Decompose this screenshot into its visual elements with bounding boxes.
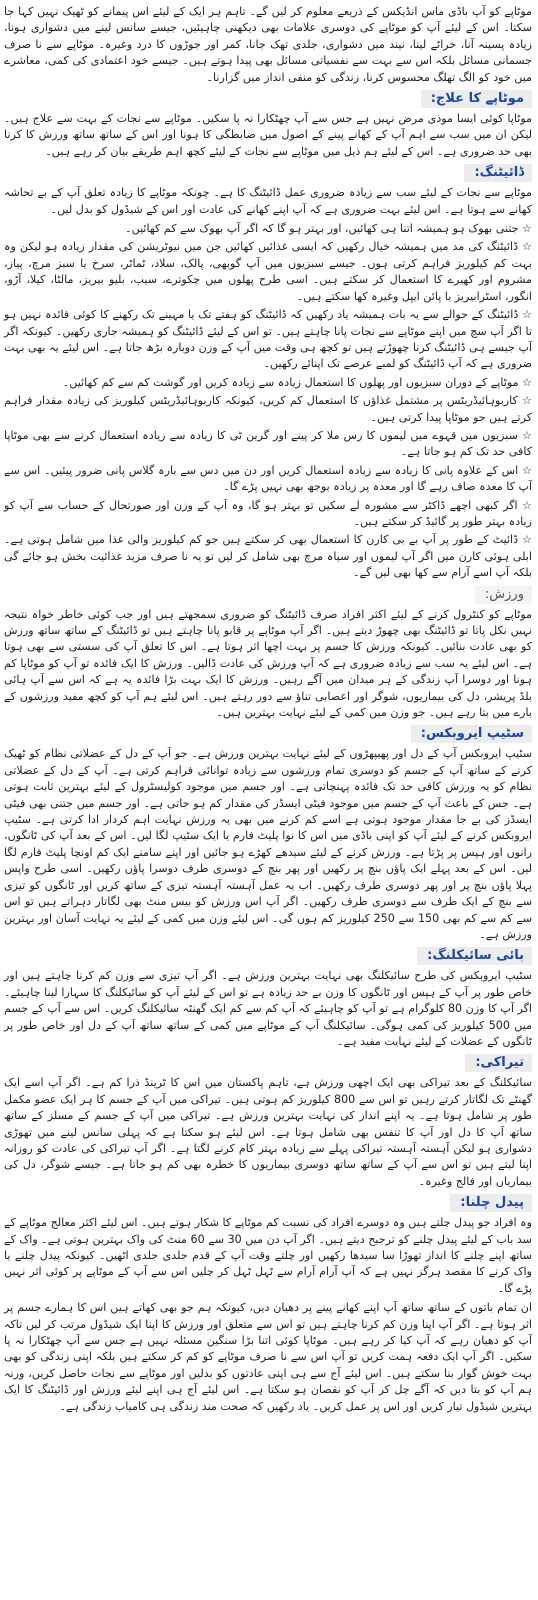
exercise-heading [4, 586, 532, 604]
cycling-heading [4, 947, 532, 965]
closing-paragraph: ان تمام باتوں کے ساتھ ساتھ آپ اپنے کھانے پینے پر دھیان دیں، کیونکہ ہم جو بھی کھاتے ہیں اس کا ہمارے جسم پر اثر ہوتا ہے۔ اگر آپ اپنا وزن کم کرنا چاہتے ہیں تو اس سے متعلق اور ورزش کا اپنا ایک شیڈول مرتب کر لیں تاکہ آپ کو دھیان رہے کہ آپ کیا کر رہے ہیں۔ موٹاپا کوئی اتنا بڑا سنگین مسئلہ نہیں ہے جس سے آپ چھٹکارا نہ پا سکیں۔ اگر آپ ایک دفعہ ہمت کریں تو آپ اس سے نا صرف موٹاپے کو کم کر سکتے ہیں بلکہ اپنی زندگی کو بھی بہت خوش گوار بنا سکتے ہیں۔ اس لیئے آج سے ہی اپنی عادتوں کو بدلیں اور موٹاپے سے نجات حاصل کریں، ورنہ ہم آپ کو بتا دیں کہ آگے چل کر آپ کو نقصان ہو سکتا ہے۔ اس لیئے آج ہی اپنے لیئے ورزش اور ڈائیٹنگ کا ایک بہترین شیڈول تیار کریں اور اس پر عمل کریں۔ یاد رکھیں کہ صحت مند زندگی ہی کامیاب زندگی ہے۔ [4, 1301, 532, 1413]
walking-heading-text: پیدل چلنا: [450, 1194, 532, 1212]
step-aerobics-paragraph: سٹیپ ایروبکس آپ کے دل اور پھیپھڑوں کے لیئے نہایت بہترین ورزش ہے۔ جو آپ کے دل کے عضلاتی نظام کو ٹھیک کرنے کے ساتھ آپ کے جسم کو دوسری تمام ورزشوں سے زیادہ توانائی فراہم کرتی ہے۔ آپ کے دل کے عضلاتی نظام کو یہ ورزش کافی حد تک فائدہ پہنچاتی ہے۔ اور جسم میں موجود کولیسٹرول کے لیئے بہترین ثابت ہوتی ہے۔ جس کے باعث آپ کے جسم میں موجود فیٹی ایسڈز کی مقدار کم ہو جاتی ہے۔ اور جسم میں جتنی بھی فیٹی ایسڈز کی بے جا مقدار موجود ہوتی ہے اسے کم کرنے میں بھی یہ ورزش نہایت اہم کردار ادا کرتی ہے۔ سٹیپ ایروبکس کرنے کے لیئے آپ کو اپنی باڈی میں اس کا نوا پلیٹ فارم یا ایک سٹیپ لگا لیں۔ اس کے بعد آپ کی ٹانگوں، رانوں اور ہپس پر پڑتا ہے۔ ورزش کرنے کے لیئے سیدھے کھڑے ہو جائیں اور اپنے سامنے ایک کم اونچا پلیٹ فارم لگا لیں۔ اس کے بعد پہلے ایک پاؤں بنچ پر رکھیں اور پھر بنچ کے دوسری طرف دوسرا پاؤں رکھیں۔ اسی طرح واپس پہلا پاؤں بنچ پر اور پھر دوسری طرف رکھیں۔ اب یہ عمل آہستہ آہستہ تیزی کے ساتھ کریں اور ٹانگوں کو تیزی سے بنچ کے ایک طرف سے دوسری طرف رکھیں۔ اگر آپ اس ورزش کو بیس منٹ بھی لگاتار دہراتے ہیں تو اس سے کم سے کم بھی 150 سے 250 کیلوریز کم ہوں گی۔ اس لیئے وزن میں کمی کے لیئے یہ نہایت آسان اور بہترین ورزش ہے۔ [4, 747, 532, 941]
swimming-heading-text: تیراکی: [465, 1054, 532, 1072]
dieting-heading [4, 164, 532, 182]
walking-paragraph: وہ افراد جو پیدل چلتے ہیں وہ دوسرے افراد کی نسبت کم موٹاپے کا شکار ہوتے ہیں۔ اس لیئے اکثر معالج موٹاپے کے سد باب کے لیئے پیدل چلنے کو ترجیح دیتے ہیں۔ اگر آپ دن میں 30 سے 60 منٹ کی واک بہترین ہوتی ہے۔ واک کے ساتھ اپنے چلنے کا انداز تھوڑا سا سیدھا رکھیں اور چلتے وقت آپ کے قدم جلدی جلدی اٹھیں۔ کیونکہ پیدل چلنے یا واک کرنے کا مقصد ہرگز نہیں ہے کہ آپ آرام آرام سے ٹہل ٹہل کر چلیں اس سے آپ کے موٹاپے پر کوئی اثر نہیں پڑے گا۔ [4, 1216, 532, 1295]
dieting-bullet: ☆ سبزیوں میں قہوے میں لیموں کا رس ملا کر پینے اور گرین ٹی کا زیادہ سے زیادہ استعمال کرنے سے بھی موٹاپا کافی حد تک کم ہو جاتا ہے۔ [4, 428, 532, 459]
treatment-paragraph: موٹاپا کوئی ایسا موذی مرض نہیں ہے جس سے آپ چھٹکارا نہ پا سکیں۔ موٹاپے سے نجات کے بہت سے علاج ہیں۔ لیکن ان میں سب سے اہم آپ کے کھانے پینے کے اصول میں ضابطگی کا ہونا اور اس کے ساتھ ساتھ ورزش کا کرنا بھی حد ضروری ہے۔ اس کے لیئے ہم ذیل میں موٹاپے سے نجات کے لیئے کچھ اہم طریقے بیان کر رہے ہیں۔ [4, 112, 532, 158]
dieting-bullet: ☆ جتنی بھوک ہو ہمیشہ اتنا ہی کھائیں، اور بہتر ہو گا کہ اگر آپ بھوک سے کم کھائیں۔ [125, 222, 532, 236]
treatment-heading-text: موٹاپے کا علاج: [421, 90, 532, 108]
dieting-paragraph: موٹاپے سے نجات کے لیئے سب سے زیادہ ضروری عمل ڈائیٹنگ کا ہے۔ چونکہ موٹاپے کا زیادہ تعلق آپ کے بے تحاشہ کھانے سے ہوتا ہے۔ اس لیئے بہت ضروری ہے کہ آپ اپنے کھانے کی عادت اور اس کے شیڈول کو بدل لیں۔ [4, 186, 532, 216]
step-aerobics-heading [4, 725, 532, 743]
swimming-paragraph: سائیکلنگ کے بعد تیراکی بھی ایک اچھی ورزش ہے، تاہم پاکستان میں اس کا ٹرینڈ ذرا کم ہے۔ اگر آپ اسے ایک گھنٹے تک لگاتار کرتے رہیں تو اس سے 800 کیلوریز کم ہوتی ہیں۔ تیراکی میں آپ کے جسم کا ہر ایک عضو مکمل طور پر شامل ہوتا ہے۔ یہ اپنے انداز کی نہایت بہترین ورزش ہے۔ تیراکی میں آپ کے جسم کے مسلز کے ساتھ ساتھ آپ کا دل اور آپ کا تنفس بھی شامل ہوتا ہے۔ اس لیئے ہو سکتا ہے کہ پہلی سانس لینے میں تھوڑی دشواری ہو لیکن آہستہ آہستہ تیراکی پہلے سے زیادہ بہتر کام کرنے لگتا ہے۔ اگر آپ تیراکی کی عادت کو روزانہ اپنا لیتے ہیں تو اس سے آپ کے ساتھ ساتھ دوسری بیماریوں کا خطرہ بھی کم ہو جاتا ہے۔ جیسے شوگر، دل کی بیماریاں اور فالج وغیرہ۔ [4, 1076, 532, 1188]
exercise-paragraph: موٹاپے کو کنٹرول کرنے کے لیئے اکثر افراد صرف ڈائیٹنگ کو ضروری سمجھتے ہیں اور جب کوئی خاطر خواہ نتیجہ نہیں نکل پاتا تو ڈائیٹنگ بھی چھوڑ دیتے ہیں۔ اگر آپ موٹاپے پر قابو پانا چاہتے ہیں تو ڈائیٹنگ کے ساتھ ساتھ ورزش کو بھی عادت بنائیں۔ کیونکہ ورزش کا جسم پر بہت اچھا اثر ہوتا ہے۔ اس کا تعلق آپ کی سستی سے بھی ہوتا ہے۔ اس لیئے یہ سب سے زیادہ ضروری ہے کہ آپ ورزش کی عادت ڈالیں۔ ورزش کا ایک فائدہ تو آپ کو موٹاپا کم ہونا اور دوسرا آپ زندگی کے ہر میدان میں آگے رہیں۔ ورزش کا ایک بہت بڑا فائدہ یہ ہے کہ اس سے آپ ہائی بلڈ پریشر، دل کی بیماریوں، شوگر اور اعصابی تناؤ سے دور رہتے ہیں۔ اس لیئے ہم آپ کو کچھ مفید ورزشوں کے بارے میں بتا رہے ہیں۔ جو وزن میں کمی کے لیئے نہایت بہترین ہیں۔ [4, 607, 532, 720]
dieting-heading-text: ڈائیٹنگ: [464, 164, 532, 182]
cycling-heading-text: بائی سائیکلنگ: [417, 947, 532, 965]
walking-heading [4, 1194, 532, 1212]
dieting-bullet: ☆ اگر کبھی اچھے ڈاکٹر سے مشورہ لے سکیں تو بہتر ہو گا، وہ آپ کے وزن اور صورتحال کے حساب سے آپ کو زیادہ بہتر طور پر گائیڈ کر سکتے ہیں۔ [4, 498, 532, 528]
dieting-bullet: ☆ کاربوہائیڈریٹس پر مشتمل غذاؤں کا استعمال کم کریں، کیونکہ کاربوہائیڈریٹس کیلوریز کی زیادہ مقدار فراہم کرتے ہیں جو موٹاپا پیدا کرتی ہیں۔ [4, 394, 532, 424]
treatment-heading [4, 90, 532, 108]
dieting-bullet: ☆ ڈائیٹ کے طور پر آپ بے بی کارن کا استعمال بھی کر سکتے ہیں جو کم کیلوریز والی غذا میں شامل ہوتی ہے۔ ابلی ہوئی کارن میں اگر آپ لیموں اور سیاہ مرچ بھی شامل کر لیں تو یہ نا صرف مزید غذائیت بخش ہو جائے گی بلکہ آپ اسے آرام سے کھا بھی لیں گے۔ [4, 533, 532, 580]
swimming-heading [4, 1054, 532, 1072]
dieting-bullet: ☆ ڈائیٹنگ کے حوالے سے یہ بات ہمیشہ یاد رکھیں کہ ڈائیٹنگ کو ہفتے تک یا مہینے تک رکھنے کا کوئی فائدہ نہیں ہو تا اگر آپ سچ میں اپنے موٹاپے سے نجات پانا چاہتے ہیں۔ تو اس کے لیئے ڈائیٹنگ کو ہمیشہ جاری رکھیں۔ کیونکہ اگر آپ جیسے ہی ڈائیٹنگ کرنا چھوڑتے ہیں تو کچھ ہی وقت میں آپ کے وزن دوبارہ بڑھ جاتا ہے۔ اس لیئے یہ بھی بہت ضروری ہے کہ آپ ڈائیٹنگ کو لمبے عرصے تک اپنائے رکھیں۔ [4, 308, 532, 371]
dieting-bullet: ☆ موٹاپے کے دوران سبزیوں اور پھلوں کا استعمال زیادہ سے زیادہ کریں اور گوشت کم سے کم کھائیں۔ [62, 375, 532, 389]
cycling-paragraph: سٹیپ ایروبکس کی طرح سائیکلنگ بھی نہایت بہترین ورزش ہے۔ اگر آپ تیزی سے وزن کم کرنا چاہتے ہیں اور خاص طور پر آپ کے ہپس اور ٹانگوں کا وزن بے حد زیادہ ہے تو اس کے لیئے آپ کو سائیکلنگ کا سہارا لینا چاہیئے۔ اگر آپ کا وزن 80 کلوگرام ہے تو آپ کو چاہیئے کہ آپ کم سے کم ایک گھنٹہ سائیکلنگ کریں۔ اس سے آپ کے جسم میں 500 کیلوریز کی کمی ہوگی۔ سائیکلنگ آپ کے موٹاپے میں کمی کے ساتھ ساتھ آپ کے دل اور خاص طور پر ٹانگوں کے عضلات کے لیئے نہایت مفید ہے۔ [4, 969, 533, 1048]
intro-paragraph: موٹاپے کو آپ باڈی ماس انڈیکس کے ذریعے معلوم کر لیں گے۔ تاہم ہر ایک کے لیئے اس پیمانے کو ٹھیک نہیں کہا جا سکتا۔ اس کے لیئے آپ کو موٹاپے کی دوسری علامات بھی دیکھنی چاہیئیں، جیسے سانس لینے میں دشواری ہونا، زیادہ پسینہ آنا، خراٹے لینا، نیند میں دشواری، جلدی تھک جانا، کمر اور جوڑوں کا درد وغیرہ۔ موٹاپے سے نا صرف جسمانی مسائل بلکہ اس سے بہت سے نفسیاتی مسائل بھی پیدا ہوتے ہیں۔ جیسے خود اعتمادی کی کمی، معاشرے میں خود کو الگ تھلگ محسوس کرنا، زندگی کو منفی انداز میں گزارنا۔ [4, 5, 532, 84]
dieting-bullet: ☆ ڈائیٹنگ کی مد میں ہمیشہ خیال رکھیں کہ ایسی غذائیں کھائیں جن میں نیوٹریشن کی مقدار زیادہ ہو لیکن وہ بہت کم کیلوریز فراہم کرتی ہوں۔ جیسے سبزیوں میں آپ گوبھی، پالک، سلاد، ٹماٹر، سرخ یا سبز مرچ، پیاز، مشروم اور کھیرے کا استعمال کر سکتے ہیں۔ اسی طرح پھلوں میں چکوترے، سیب، بلیو بیریز، مالٹا، کیلا، آڑو، انگور، اسٹرابیریز یا پائن ایپل وغیرہ کھا سکتے ہیں۔ [4, 240, 532, 303]
dieting-bullet: ☆ اس کے علاوہ پانی کا زیادہ سے زیادہ استعمال کریں اور دن میں دس سے بارہ گلاس پانی ضرور پیئیں۔ اس سے آپ کا معدہ صاف رہے گا اور معدہ پر زیادہ بوجھ بھی نہیں پڑے گا۔ [4, 463, 532, 494]
exercise-heading-text: ورزش: [475, 586, 532, 604]
step-aerobics-heading-text: سٹیپ ایروبکس: [411, 725, 532, 743]
